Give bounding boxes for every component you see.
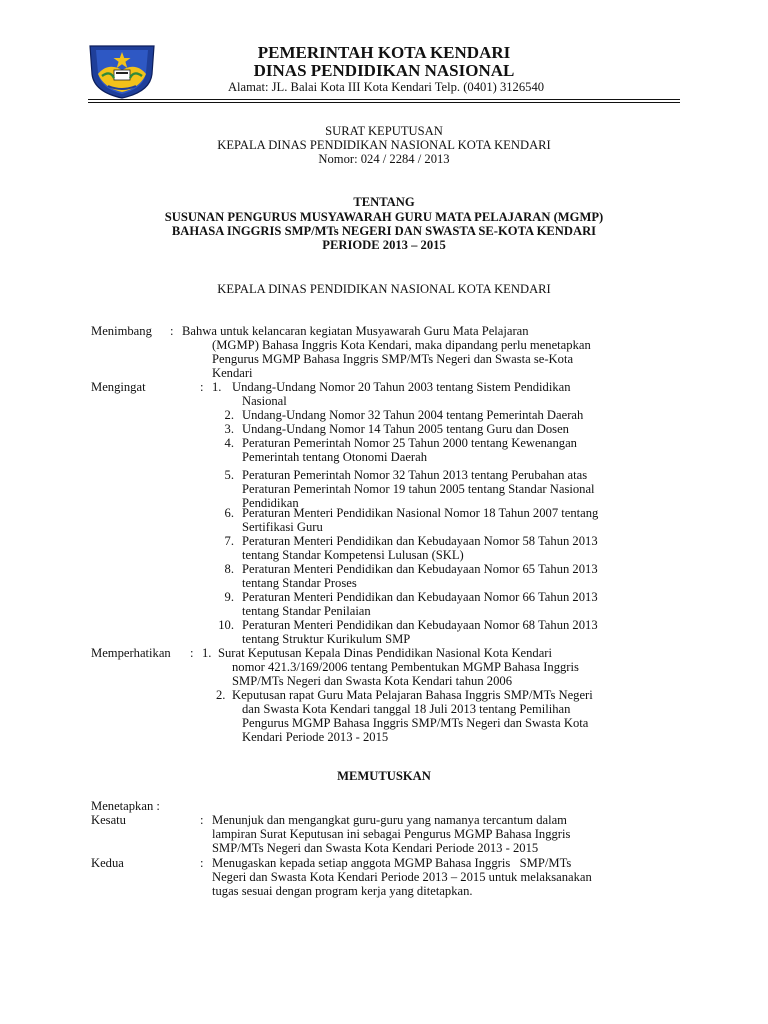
list-item-number: 2. [216,688,226,702]
list-item-text: tentang Standar Proses [242,576,357,590]
list-item-number: 4. [224,436,234,450]
list-item-text: Peraturan Pemerintah Nomor 19 tahun 2005 tentang Standar Nasional [242,482,595,496]
list-item-number: 7. [224,534,234,548]
decree-issuer: KEPALA DINAS PENDIDIKAN NASIONAL KOTA KENDARI [217,138,551,152]
menimbang-line: Kendari [212,366,253,380]
list-item-text: Peraturan Menteri Pendidikan dan Kebudayaan Nomor 58 Tahun 2013 [242,534,598,548]
list-item-text: Undang-Undang Nomor 20 Tahun 2003 tentang Sistem Pendidikan [232,380,571,394]
list-item-text: Peraturan Menteri Pendidikan dan Kebudayaan Nomor 66 Tahun 2013 [242,590,598,604]
menetapkan-label: Menetapkan : [91,799,160,813]
kesatu-text: SMP/MTs Negeri dan Swasta Kota Kendari Periode 2013 - 2015 [212,841,539,855]
list-item-text: dan Swasta Kota Kendari tanggal 18 Juli 2013 tentang Pemilihan [242,702,571,716]
kedua-text: tugas sesuai dengan program kerja yang ditetapkan. [212,884,473,898]
list-item-number: 2. [224,408,234,422]
header-divider-thin [88,102,680,103]
kesatu-text: Menunjuk dan mengangkat guru-guru yang namanya tercantum dalam [212,813,567,827]
kendari-emblem-icon [88,40,156,100]
decision-heading: MEMUTUSKAN [337,769,431,783]
kedua-colon: : [200,856,204,870]
decree-number: Nomor: 024 / 2284 / 2013 [318,152,450,166]
list-item-number: 8. [224,562,234,576]
authority-heading: KEPALA DINAS PENDIDIKAN NASIONAL KOTA KENDARI [217,282,551,296]
list-item-text: Peraturan Menteri Pendidikan dan Kebudayaan Nomor 65 Tahun 2013 [242,562,598,576]
menimbang-line: Pengurus MGMP Bahasa Inggris SMP/MTs Negeri dan Swasta se-Kota [212,352,574,366]
header-divider-thick [88,99,680,100]
list-item-text: Pemerintah tentang Otonomi Daerah [242,450,428,464]
menimbang-first-line: Bahwa untuk kelancaran kegiatan Musyawarah Guru Mata Pelajaran [182,324,529,338]
subject-line-1: SUSUNAN PENGURUS MUSYAWARAH GURU MATA PELAJARAN (MGMP) [164,210,604,224]
department-name: DINAS PENDIDIKAN NASIONAL [253,61,515,80]
list-item-number: 9. [224,590,234,604]
list-item-text: Peraturan Pemerintah Nomor 32 Tahun 2013 tentang Perubahan atas [242,468,588,482]
list-item-text: Sertifikasi Guru [242,520,323,534]
menimbang-colon: : [170,324,174,338]
subject-line-2: BAHASA INGGRIS SMP/MTs NEGERI DAN SWASTA SE-KOTA KENDARI [171,224,597,238]
list-item-number: 10. [218,618,234,632]
list-item-number: 3. [224,422,234,436]
kesatu-text: lampiran Surat Keputusan ini sebagai Pengurus MGMP Bahasa Inggris [212,827,571,841]
kedua-label: Kedua [91,856,124,870]
list-item-text: tentang Standar Penilaian [242,604,371,618]
list-item-text: Undang-Undang Nomor 14 Tahun 2005 tentang Guru dan Dosen [242,422,569,436]
list-item-text: Surat Keputusan Kepala Dinas Pendidikan Nasional Kota Kendari [218,646,552,660]
list-item-text: Peraturan Menteri Pendidikan Nasional Nomor 18 Tahun 2007 tentang [242,506,599,520]
list-item-text: Kendari Periode 2013 - 2015 [242,730,389,744]
list-item-text: Keputusan rapat Guru Mata Pelajaran Bahasa Inggris SMP/MTs Negeri [232,688,593,702]
memperhatikan-colon: : [190,646,194,660]
menimbang-line: (MGMP) Bahasa Inggris Kota Kendari, maka dipandang perlu menetapkan [212,338,591,352]
list-item-text: Undang-Undang Nomor 32 Tahun 2004 tentang Pemerintah Daerah [242,408,584,422]
mengingat-label: Mengingat [91,380,146,394]
list-item-text: Peraturan Pemerintah Nomor 25 Tahun 2000 tentang Kewenangan [242,436,577,450]
list-item-number: 5. [224,468,234,482]
government-name: PEMERINTAH KOTA KENDARI [257,43,511,62]
list-item-number: 6. [224,506,234,520]
list-item-text: nomor 421.3/169/2006 tentang Pembentukan MGMP Bahasa Inggris [232,660,579,674]
menimbang-label: Menimbang [91,324,152,338]
subject-period: PERIODE 2013 – 2015 [322,238,446,252]
list-item-text: Pengurus MGMP Bahasa Inggris SMP/MTs Negeri dan Swasta Kota [242,716,589,730]
kedua-text: Negeri dan Swasta Kota Kendari Periode 2013 – 2015 untuk melaksanakan [212,870,592,884]
kesatu-label: Kesatu [91,813,126,827]
department-address: Alamat: JL. Balai Kota III Kota Kendari Telp. (0401) 3126540 [227,80,545,94]
subject-about: TENTANG [353,195,415,209]
kedua-text: Menugaskan kepada setiap anggota MGMP Bahasa Inggris SMP/MTs [212,856,572,870]
list-item-number: 1. [212,380,222,394]
list-item-text: Nasional [242,394,287,408]
mengingat-colon: : [200,380,204,394]
decree-title: SURAT KEPUTUSAN [325,124,443,138]
kesatu-colon: : [200,813,204,827]
list-item-text: SMP/MTs Negeri dan Swasta Kota Kendari tahun 2006 [232,674,512,688]
list-item-number: 1. [202,646,212,660]
list-item-text: Pendidikan [242,496,299,510]
list-item-text: tentang Struktur Kurikulum SMP [242,632,411,646]
memperhatikan-label: Memperhatikan [91,646,171,660]
list-item-text: tentang Standar Kompetensi Lulusan (SKL) [242,548,464,562]
list-item-text: Peraturan Menteri Pendidikan dan Kebudayaan Nomor 68 Tahun 2013 [242,618,598,632]
